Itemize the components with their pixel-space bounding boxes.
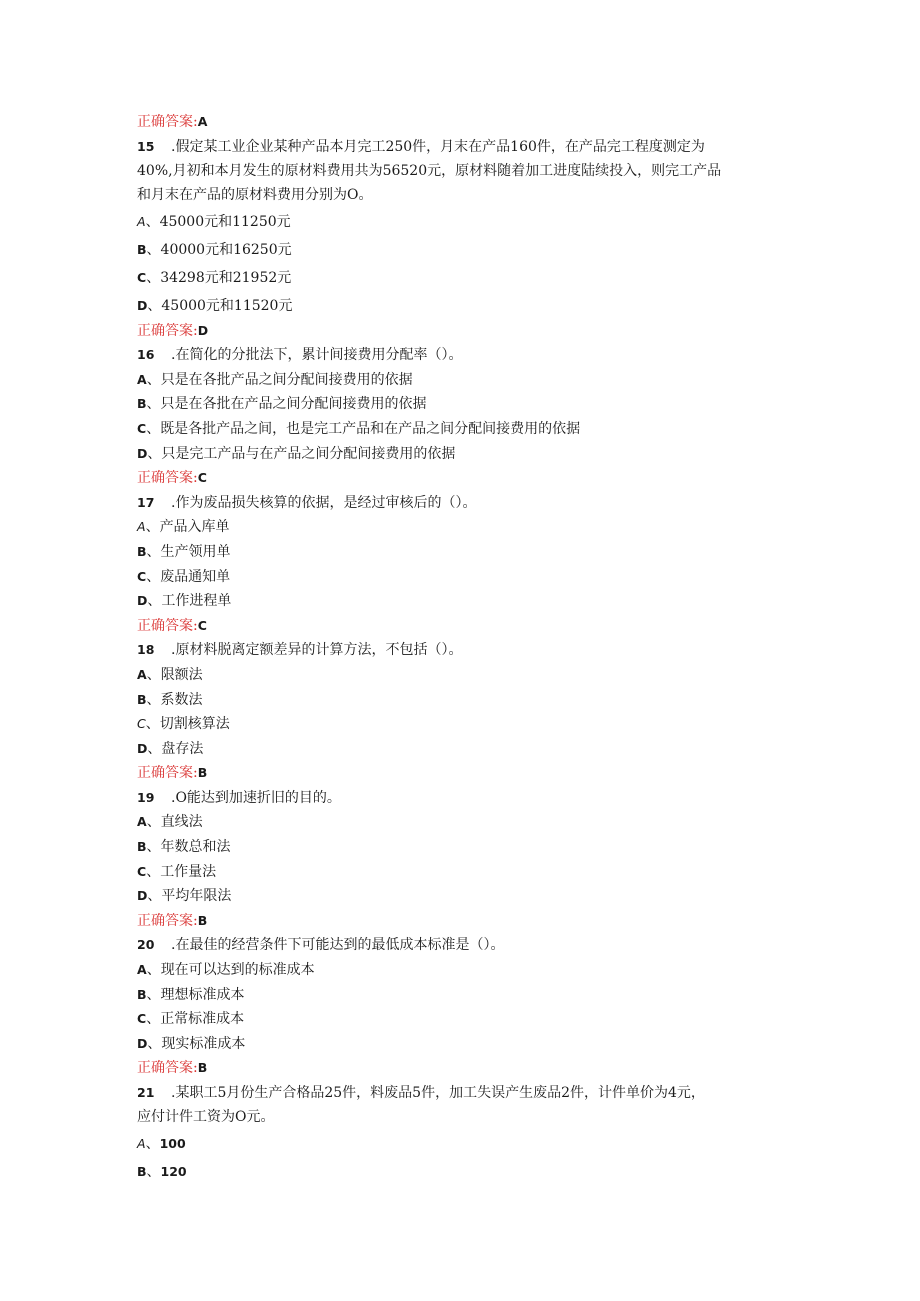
option-c: C、切割核算法 bbox=[137, 716, 230, 733]
option-letter: D bbox=[137, 888, 148, 904]
option-c: C、废品通知单 bbox=[137, 568, 231, 585]
option-letter: D bbox=[137, 593, 148, 609]
option-letter: A bbox=[137, 1136, 146, 1151]
option-d: D、盘存法 bbox=[137, 740, 204, 757]
answer-value: B bbox=[197, 1060, 208, 1076]
answer-value: A bbox=[197, 114, 208, 129]
option-a: A、100 bbox=[137, 1136, 186, 1152]
question-number: 16 bbox=[137, 347, 155, 363]
option-a: A、限额法 bbox=[137, 666, 203, 683]
option-b: B、生产领用单 bbox=[137, 543, 231, 560]
option-text: 45000元和11250元 bbox=[159, 213, 291, 230]
answer-label: 正确答案: bbox=[137, 322, 198, 339]
option-text: 工作量法 bbox=[160, 863, 217, 880]
option-b: B、理想标准成本 bbox=[137, 986, 245, 1003]
option-text: 产品入库单 bbox=[159, 519, 230, 536]
question-text: .作为废品损失核算的依据，是经过审核后的（）。 bbox=[171, 494, 477, 511]
option-text: 45000元和11520元 bbox=[161, 297, 293, 314]
answer-line bbox=[137, 761, 787, 786]
question-text-line-2: 40%,月初和本月发生的原材料费用共为56520元，原材料随着加工进度陆续投入，则完工产品 bbox=[137, 162, 722, 179]
option-text: 系数法 bbox=[160, 691, 203, 708]
option-text: 直线法 bbox=[160, 814, 203, 831]
option-letter: B bbox=[137, 839, 147, 855]
option-letter: A bbox=[137, 666, 147, 682]
answer-label: 正确答案: bbox=[137, 114, 198, 130]
option-text: 平均年限法 bbox=[161, 888, 232, 905]
option-letter: C bbox=[137, 863, 147, 879]
option-b: B、年数总和法 bbox=[137, 839, 231, 856]
option-b: B、只是在各批在产品之间分配间接费用的依据 bbox=[137, 396, 427, 413]
option-text: 100 bbox=[159, 1136, 186, 1151]
option-text: 现在可以达到的标准成本 bbox=[160, 962, 315, 979]
option-c: C、既是各批产品之间，也是完工产品和在产品之间分配间接费用的依据 bbox=[137, 420, 581, 437]
answer-label: 正确答案: bbox=[137, 765, 198, 782]
option-d: D、45000元和11520元 bbox=[137, 297, 293, 314]
question-19 bbox=[137, 786, 787, 811]
option-c: C、工作量法 bbox=[137, 863, 217, 880]
option-letter: C bbox=[137, 568, 147, 584]
option-text: 工作进程单 bbox=[161, 593, 232, 610]
option-text: 限额法 bbox=[160, 666, 203, 683]
option-text: 40000元和16250元 bbox=[160, 241, 292, 258]
question-15 bbox=[137, 135, 787, 207]
answer-line bbox=[137, 319, 787, 344]
answer-value: B bbox=[197, 765, 208, 781]
question-17 bbox=[137, 491, 787, 516]
answer-line bbox=[137, 614, 787, 639]
option-text: 120 bbox=[160, 1164, 187, 1179]
option-text: 既是各批产品之间，也是完工产品和在产品之间分配间接费用的依据 bbox=[160, 420, 581, 437]
answer-line bbox=[137, 909, 787, 934]
question-text: .O能达到加速折旧的目的。 bbox=[171, 789, 341, 806]
option-a: A、只是在各批产品之间分配间接费用的依据 bbox=[137, 371, 413, 388]
question-21 bbox=[137, 1081, 787, 1129]
option-d: D、平均年限法 bbox=[137, 888, 232, 905]
option-letter: D bbox=[137, 297, 148, 313]
option-text: 理想标准成本 bbox=[160, 986, 245, 1003]
option-letter: A bbox=[137, 519, 146, 535]
question-18 bbox=[137, 638, 787, 663]
option-letter: C bbox=[137, 269, 147, 285]
answer-label: 正确答案: bbox=[137, 912, 198, 929]
question-text: .在最佳的经营条件下可能达到的最低成本标准是（）。 bbox=[171, 937, 505, 954]
option-c: C、34298元和21952元 bbox=[137, 269, 292, 286]
option-text: 切割核算法 bbox=[159, 716, 230, 733]
option-c: C、正常标准成本 bbox=[137, 1011, 245, 1028]
option-text: 生产领用单 bbox=[160, 543, 231, 560]
option-b: B、40000元和16250元 bbox=[137, 241, 292, 258]
answer-label: 正确答案: bbox=[137, 1060, 198, 1077]
option-text: 盘存法 bbox=[161, 740, 204, 757]
option-a: A、现在可以达到的标准成本 bbox=[137, 962, 315, 979]
option-letter: B bbox=[137, 543, 147, 559]
option-text: 34298元和21952元 bbox=[160, 269, 292, 286]
option-text: 年数总和法 bbox=[160, 839, 231, 856]
option-a: A、直线法 bbox=[137, 814, 203, 831]
option-text: 正常标准成本 bbox=[160, 1011, 245, 1028]
question-text-line-1: .假定某工业企业某种产品本月完工250件，月末在产品160件，在产品完工程度测定为 bbox=[171, 138, 705, 155]
option-b: B、120 bbox=[137, 1164, 187, 1180]
option-letter: B bbox=[137, 396, 147, 412]
question-text-line-2: 应付计件工资为O元。 bbox=[137, 1109, 275, 1125]
option-letter: C bbox=[137, 1011, 147, 1027]
exam-document bbox=[137, 110, 787, 1185]
option-text: 现实标准成本 bbox=[161, 1035, 246, 1052]
question-number: 18 bbox=[137, 642, 155, 658]
question-number: 19 bbox=[137, 789, 155, 805]
answer-value: B bbox=[197, 912, 208, 928]
option-letter: B bbox=[137, 1164, 147, 1179]
option-letter: C bbox=[137, 716, 146, 732]
option-letter: D bbox=[137, 445, 148, 461]
option-text: 只是完工产品与在产品之间分配间接费用的依据 bbox=[161, 445, 456, 462]
question-number: 17 bbox=[137, 494, 155, 510]
option-letter: B bbox=[137, 691, 147, 707]
answer-line bbox=[137, 1056, 787, 1081]
question-20 bbox=[137, 933, 787, 958]
question-number: 21 bbox=[137, 1085, 155, 1100]
option-a: A、产品入库单 bbox=[137, 519, 230, 536]
question-text: .原材料脱离定额差异的计算方法，不包括（）。 bbox=[171, 642, 463, 659]
option-letter: B bbox=[137, 986, 147, 1002]
question-16 bbox=[137, 343, 787, 368]
question-number: 15 bbox=[137, 138, 155, 154]
option-d: D、现实标准成本 bbox=[137, 1035, 246, 1052]
option-letter: A bbox=[137, 371, 147, 387]
option-letter: B bbox=[137, 241, 147, 257]
option-text: 只是在各批产品之间分配间接费用的依据 bbox=[160, 371, 413, 388]
option-b: B、系数法 bbox=[137, 691, 203, 708]
answer-line bbox=[137, 466, 787, 491]
option-letter: A bbox=[137, 814, 147, 830]
answer-label: 正确答案: bbox=[137, 470, 198, 487]
option-d: D、工作进程单 bbox=[137, 593, 232, 610]
answer-value: C bbox=[197, 470, 207, 486]
option-letter: D bbox=[137, 1035, 148, 1051]
option-text: 废品通知单 bbox=[160, 568, 231, 585]
answer-line bbox=[137, 110, 787, 135]
answer-value: D bbox=[197, 322, 209, 338]
answer-label: 正确答案: bbox=[137, 617, 198, 634]
question-number: 20 bbox=[137, 937, 155, 953]
option-text: 只是在各批在产品之间分配间接费用的依据 bbox=[160, 396, 427, 413]
option-a: A、45000元和11250元 bbox=[137, 213, 291, 230]
option-d: D、只是完工产品与在产品之间分配间接费用的依据 bbox=[137, 445, 456, 462]
question-text: .在简化的分批法下，累计间接费用分配率（）。 bbox=[171, 347, 463, 364]
question-text-line-3: 和月末在产品的原材料费用分别为O。 bbox=[137, 186, 373, 203]
option-letter: A bbox=[137, 962, 147, 978]
option-letter: C bbox=[137, 420, 147, 436]
option-letter: A bbox=[137, 213, 146, 229]
answer-value: C bbox=[197, 617, 207, 633]
option-letter: D bbox=[137, 740, 148, 756]
question-text-line-1: .某职工5月份生产合格品25件，料废品5件，加工失误产生废品2件，计件单价为4元， bbox=[171, 1085, 705, 1101]
